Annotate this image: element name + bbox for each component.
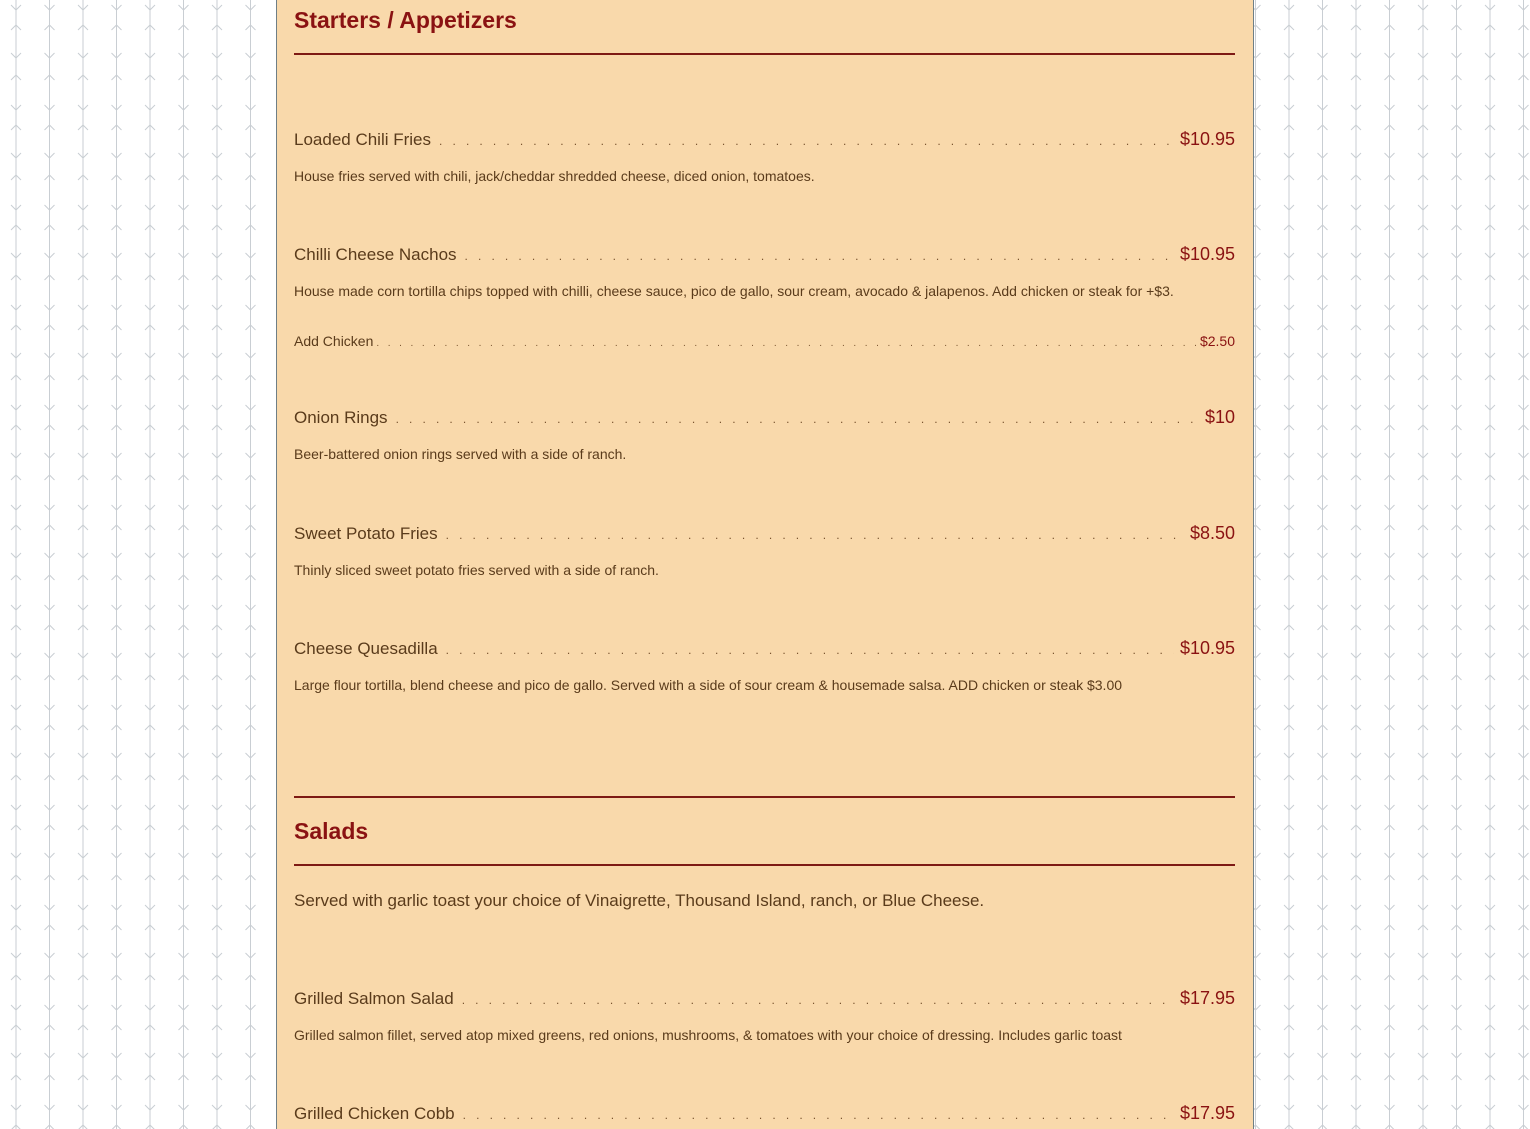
menu-item-loaded-chili-fries (294, 128, 1235, 152)
item-price: $8.50 (1189, 523, 1235, 543)
dot-leader (439, 130, 1174, 152)
menu-panel (276, 0, 1254, 1129)
menu-item-cheese-quesadilla (294, 637, 1235, 661)
menu-item-onion-rings (294, 406, 1235, 430)
section-divider (294, 864, 1235, 866)
item-price: $10.95 (1179, 638, 1235, 658)
item-name: Chilli Cheese Nachos (294, 245, 457, 264)
item-description: Beer-battered onion rings served with a side of ranch. (294, 446, 627, 462)
dot-leader (463, 1104, 1174, 1126)
addon-name: Add Chicken (294, 333, 374, 349)
item-price: $17.95 (1179, 988, 1235, 1008)
item-price: $10.95 (1179, 244, 1235, 264)
menu-item-chilli-cheese-nachos (294, 243, 1235, 267)
item-price: $10 (1204, 407, 1235, 427)
dot-leader (446, 639, 1174, 661)
dot-leader (446, 524, 1184, 546)
item-description: Thinly sliced sweet potato fries served with a side of ranch. (294, 562, 659, 578)
section-title-salads: Salads (294, 818, 369, 844)
section-title-starters: Starters / Appetizers (294, 7, 517, 33)
section-divider (294, 796, 1235, 798)
menu-item-grilled-salmon-salad (294, 987, 1235, 1011)
dot-leader (465, 245, 1174, 267)
item-description: House fries served with chili, jack/cheddar shredded cheese, diced onion, tomatoes. (294, 168, 815, 184)
item-name: Sweet Potato Fries (294, 524, 438, 543)
item-name: Cheese Quesadilla (294, 639, 438, 658)
item-name: Onion Rings (294, 408, 388, 427)
section-intro: Served with garlic toast your choice of Vinaigrette, Thousand Island, ranch, or Blue Cheese. (294, 891, 985, 910)
item-name: Grilled Salmon Salad (294, 989, 454, 1008)
dot-leader (376, 333, 1196, 355)
addon-price: $2.50 (1199, 333, 1235, 349)
section-divider (294, 53, 1235, 55)
menu-addon-add-chicken (294, 330, 1235, 355)
item-price: $17.95 (1179, 1103, 1235, 1123)
dot-leader (462, 989, 1174, 1011)
item-description: Large flour tortilla, blend cheese and pico de gallo. Served with a side of sour cream & housemade salsa. ADD chicken or steak $3.00 (294, 677, 1123, 693)
item-name: Grilled Chicken Cobb (294, 1104, 455, 1123)
menu-item-grilled-chicken-cobb (294, 1102, 1235, 1126)
item-description: Grilled salmon fillet, served atop mixed greens, red onions, mushrooms, & tomatoes with your choice of dressing. Includes garlic toast (294, 1027, 1122, 1043)
dot-leader (396, 408, 1199, 430)
item-price: $10.95 (1179, 129, 1235, 149)
item-name: Loaded Chili Fries (294, 130, 432, 149)
item-description: House made corn tortilla chips topped with chilli, cheese sauce, pico de gallo, sour cream, avocado & jalapenos. Add chicken or steak for +$3. (294, 283, 1174, 299)
menu-item-sweet-potato-fries (294, 522, 1235, 546)
